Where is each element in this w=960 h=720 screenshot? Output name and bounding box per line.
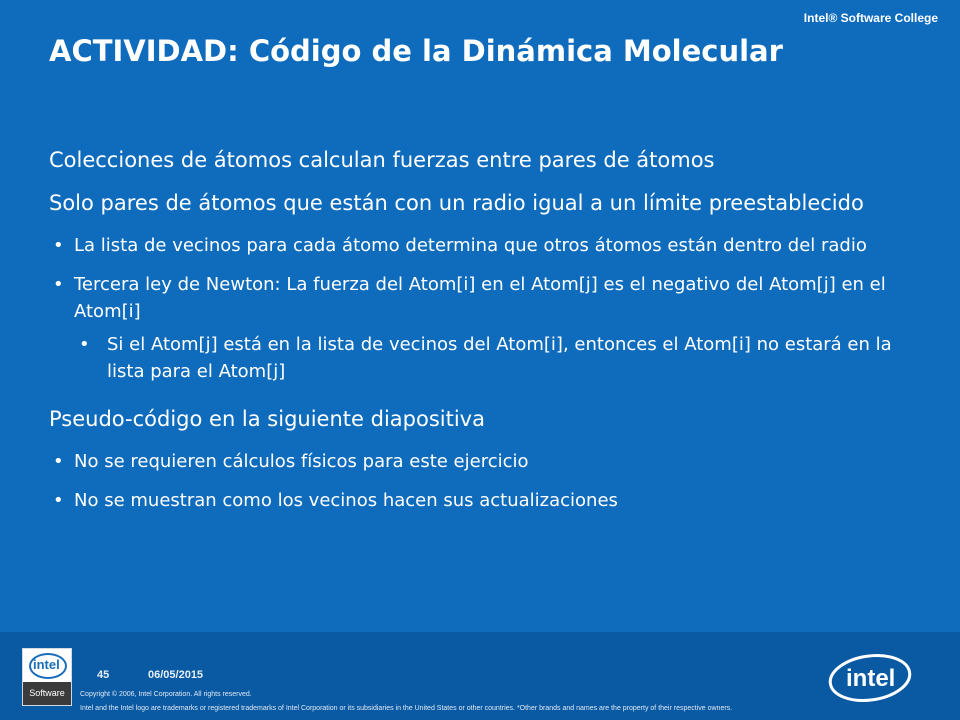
bullet-text: No se requieren cálculos físicos para este ejercicio [74, 451, 529, 472]
point-level1: Colecciones de átomos calculan fuerzas entre pares de átomos [49, 148, 715, 172]
copyright-text: Copyright © 2006, Intel Corporation. All rights reserved. [80, 691, 252, 698]
bullet-icon: • [53, 490, 64, 511]
logo-software-label: Software [23, 682, 71, 705]
bullet-text: La lista de vecinos para cada átomo determina que otros átomos están dentro del radio [74, 235, 867, 256]
bullet-text: Si el Atom[j] está en la lista de vecinos del Atom[i], entonces el Atom[i] no estará en la lista para el Atom[j] [107, 334, 892, 382]
bullet-icon: • [53, 235, 64, 256]
intel-logo-icon [826, 650, 916, 704]
intel-software-logo [22, 648, 72, 706]
brand-label: Intel® Software College [803, 11, 938, 25]
bullet-item [49, 487, 909, 514]
bullet-text: Tercera ley de Newton: La fuerza del Atom[i] en el Atom[j] es el negativo del Atom[j] en el Atom[i] [74, 274, 886, 322]
intel-logo-word: intel [846, 665, 896, 692]
point-level1: Pseudo-código en la siguiente diapositiva [49, 407, 485, 431]
trademark-text: Intel and the Intel logo are trademarks or registered trademarks of Intel Corporation or its subsidiaries in the United States or other countries. *Other brands and names are the property of their respective owners. [80, 705, 733, 712]
slide-date: 06/05/2015 [148, 669, 204, 681]
logo-word: intel [33, 657, 60, 672]
bullet-item [49, 448, 909, 475]
slide-body [49, 146, 909, 526]
page-number: 45 [97, 669, 110, 681]
bullet-item [49, 271, 909, 325]
sub-bullet-item [49, 331, 909, 385]
slide-title: ACTIVIDAD: Código de la Dinámica Molecular [49, 34, 783, 68]
point-level1: Solo pares de átomos que están con un radio igual a un límite preestablecido [49, 191, 864, 215]
bullet-icon: • [53, 274, 64, 295]
bullet-icon: • [53, 451, 64, 472]
bullet-text: No se muestran como los vecinos hacen sus actualizaciones [74, 490, 618, 511]
bullet-icon: • [79, 334, 90, 355]
bullet-item [49, 232, 909, 259]
